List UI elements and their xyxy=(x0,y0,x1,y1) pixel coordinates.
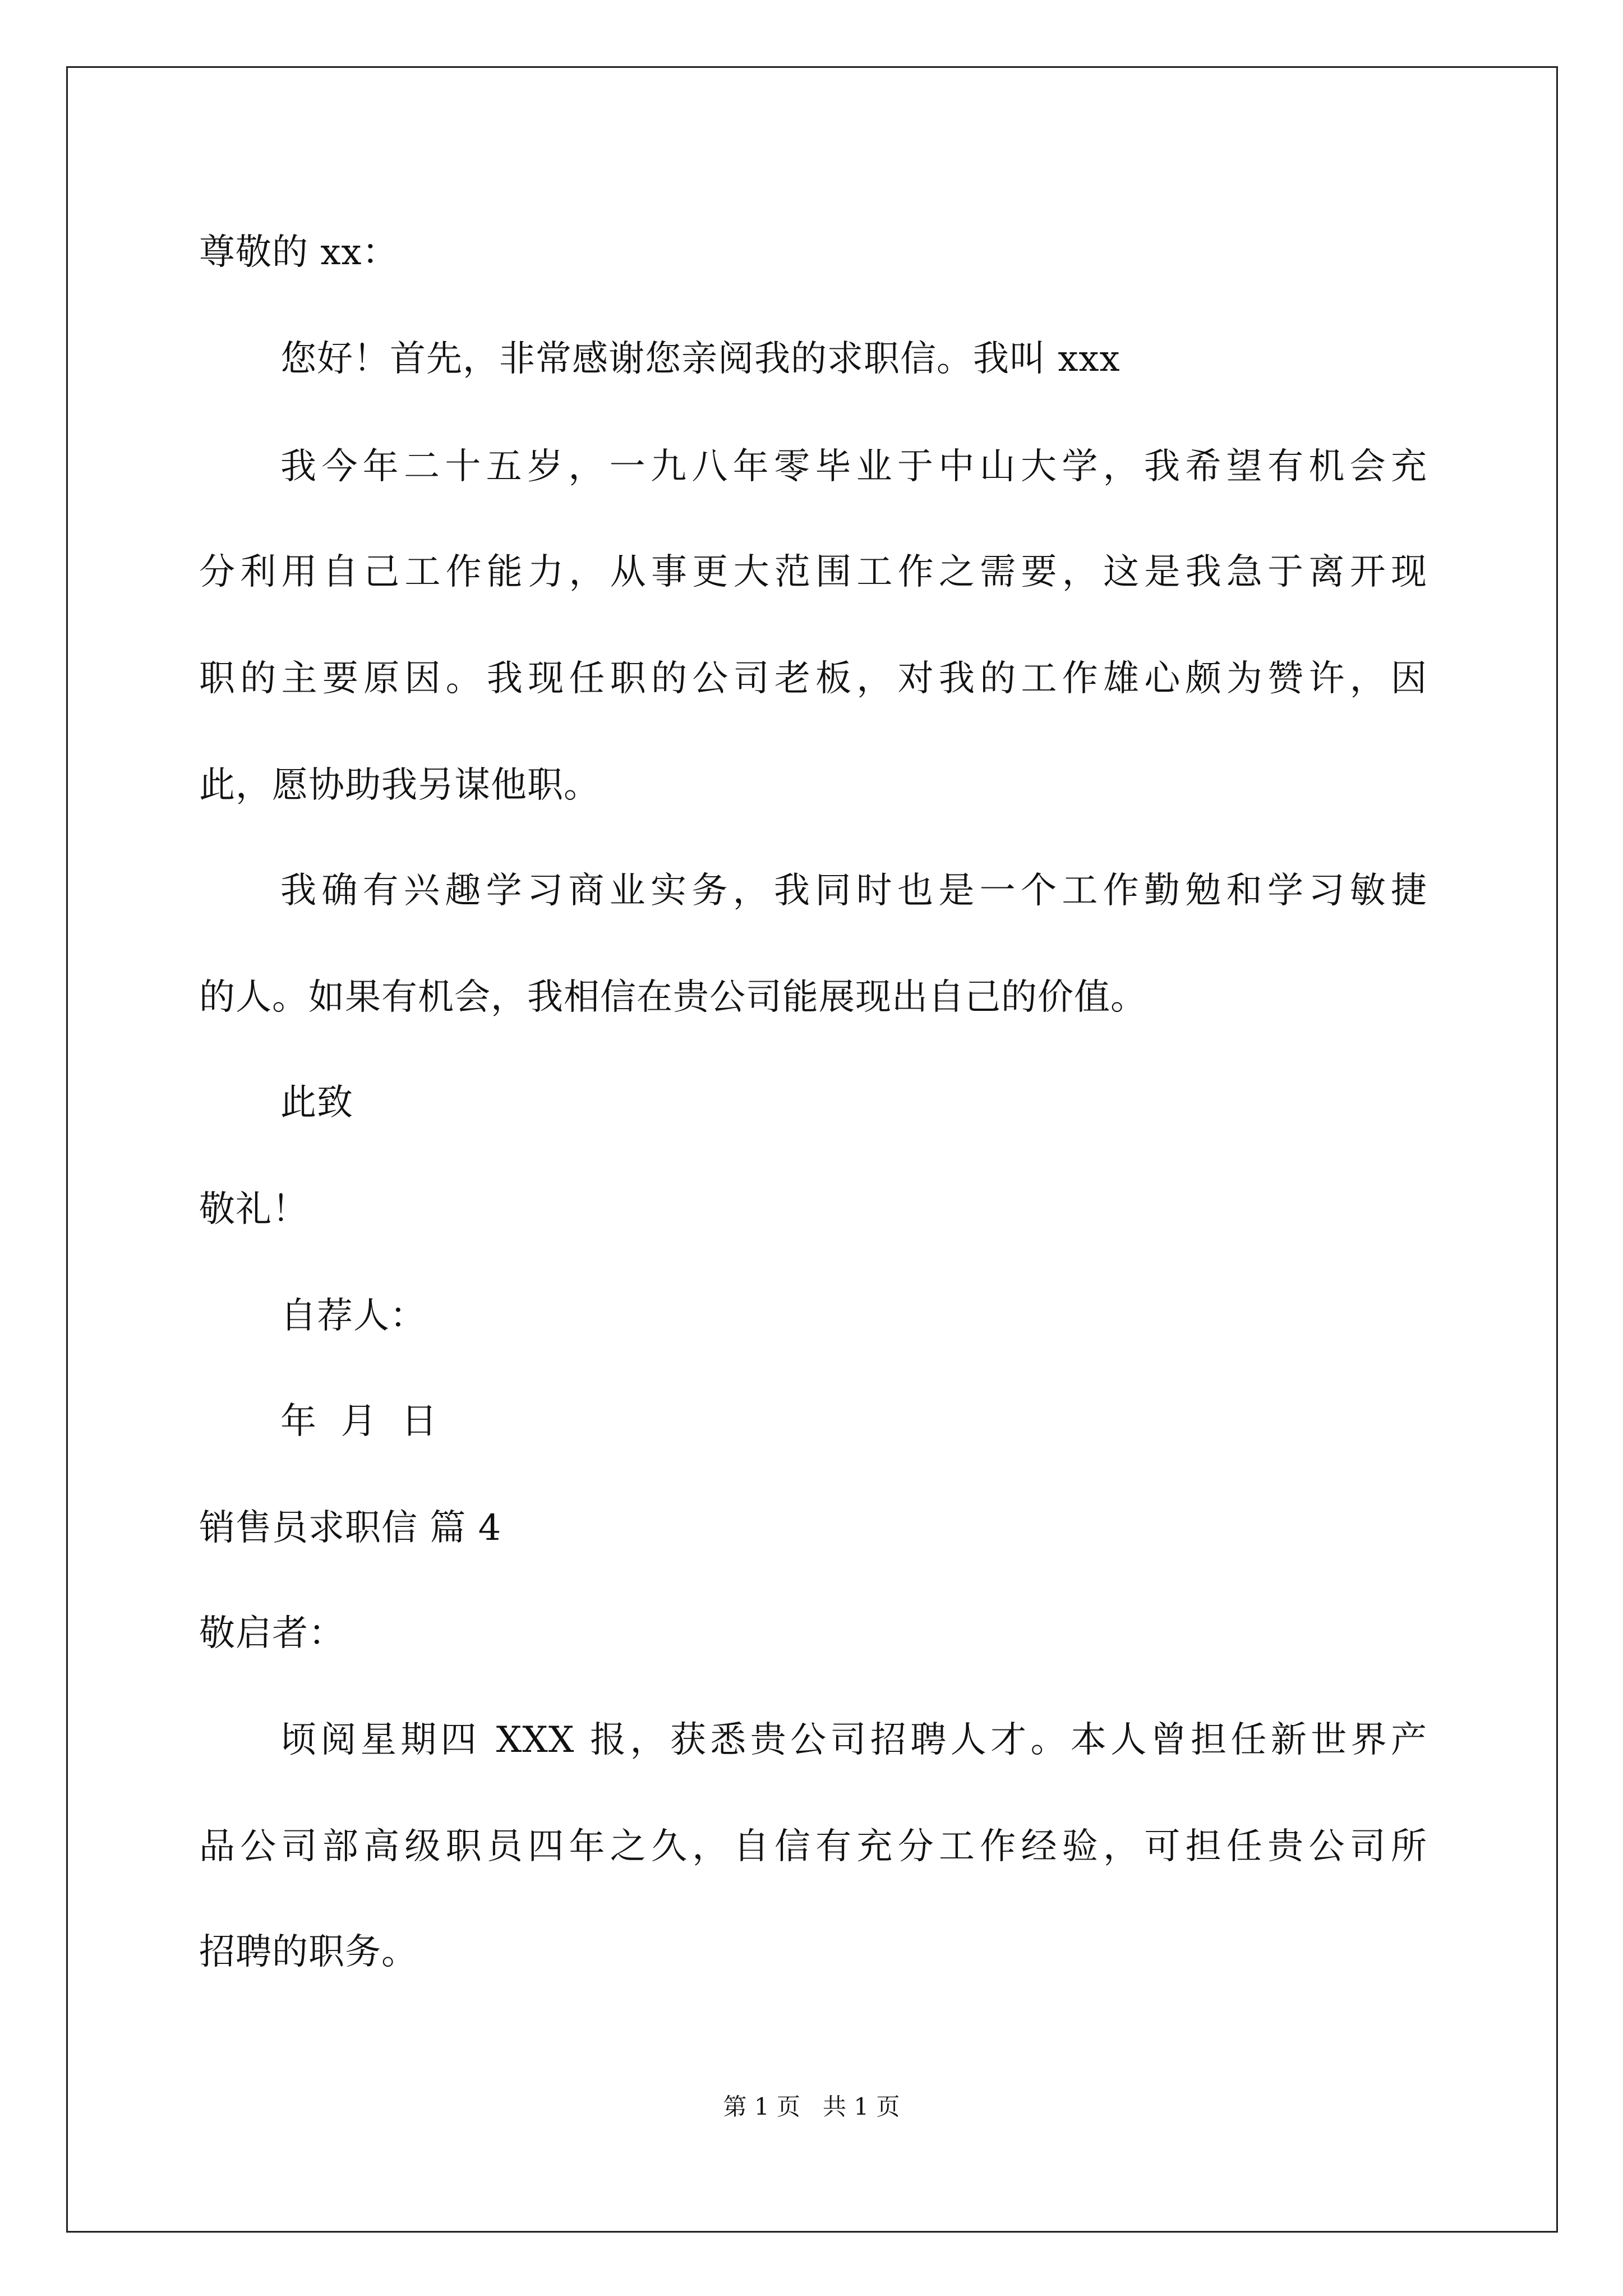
section-paragraph-line-3: 招聘的职务。 xyxy=(199,1931,418,1973)
letter-salutation: 尊敬的 xx： xyxy=(199,232,399,273)
paragraph-1-line-1: 我今年二十五岁，一九八年零毕业于中山大学，我希望有机会充 xyxy=(280,446,1427,487)
paragraph-1-line-3: 职的主要原因。我现任职的公司老板，对我的工作雄心颇为赞许，因 xyxy=(199,658,1427,700)
page-number-footer: 第 1 页 共 1 页 xyxy=(723,2093,900,2120)
letter-greeting: 您好！首先，非常感谢您亲阅我的求职信。我叫 xxx xyxy=(280,338,1121,380)
paragraph-2-line-1: 我确有兴趣学习商业实务，我同时也是一个工作勤勉和学习敏捷 xyxy=(280,870,1427,912)
date-line: 年 月 日 xyxy=(280,1401,438,1442)
paragraph-1-line-2: 分利用自己工作能力，从事更大范围工作之需要，这是我急于离开现 xyxy=(199,551,1427,593)
signer-label: 自荐人： xyxy=(280,1295,426,1337)
page-border xyxy=(66,66,1558,2233)
paragraph-1-line-4: 此，愿协助我另谋他职。 xyxy=(199,765,600,806)
paragraph-2-line-2: 的人。如果有机会，我相信在贵公司能展现出自己的价值。 xyxy=(199,977,1147,1018)
section-paragraph-line-2: 品公司部高级职员四年之久，自信有充分工作经验，可担任贵公司所 xyxy=(199,1826,1427,1867)
section-heading: 销售员求职信 篇 4 xyxy=(199,1507,502,1549)
closing-line-1: 此致 xyxy=(280,1082,353,1124)
section-salutation: 敬启者： xyxy=(199,1613,345,1654)
closing-line-2: 敬礼！ xyxy=(199,1189,308,1230)
section-paragraph-line-1: 顷阅星期四 XXX 报，获悉贵公司招聘人才。本人曾担任新世界产 xyxy=(280,1719,1427,1761)
